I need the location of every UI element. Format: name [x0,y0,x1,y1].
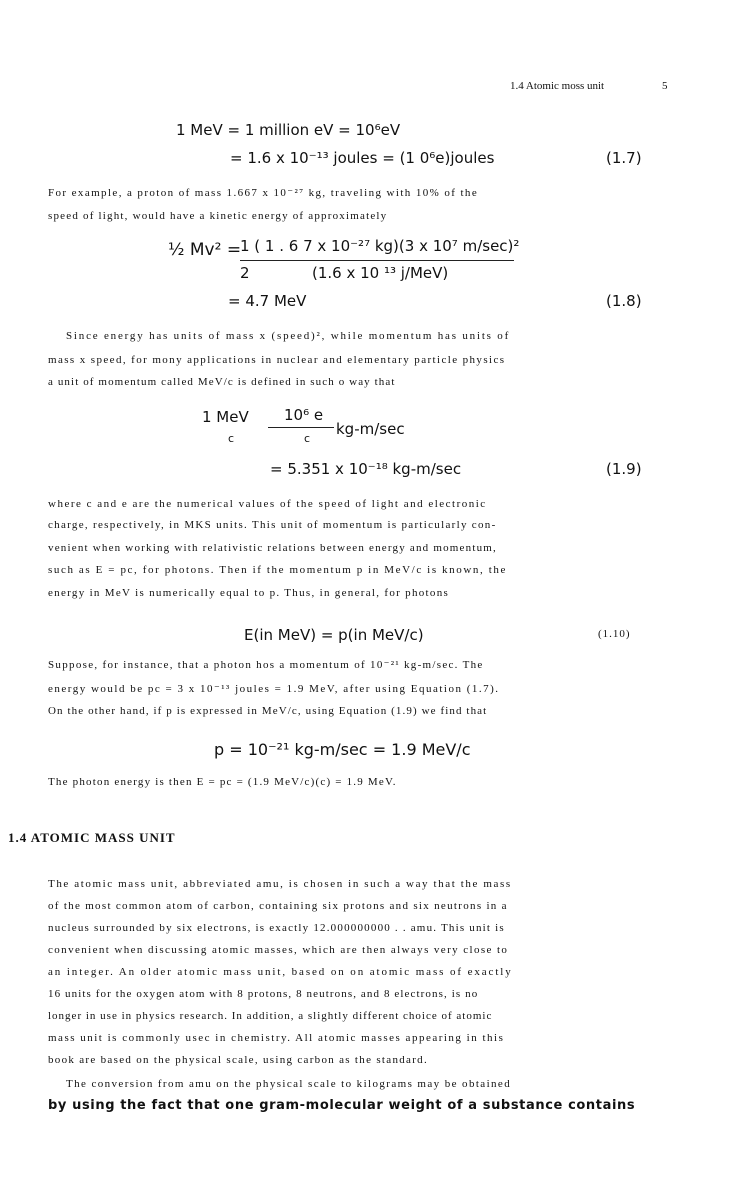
paragraph-4-line-1: Suppose, for instance, that a photon hos a momentum of 10⁻²¹ kg-m/sec. The [48,659,484,671]
equation-1-8-denominator: (1.6 x 10 ¹³ j/MeV) [312,264,449,282]
paragraph-3-line-1: where c and e are the numerical values of the speed of light and electronic [48,498,487,510]
paragraph-6-line-5: an integer. An older atomic mass unit, based on on atomic mass of exactly [48,966,513,978]
paragraph-2-line-2: mass x speed, for mony applications in nuclear and elementary particle physics [48,354,506,366]
paragraph-6-line-9: book are based on the physical scale, using carbon as the standard. [48,1054,429,1066]
equation-1-9-denominator-right: c [304,432,311,445]
paragraph-3-line-3: venient when working with relativistic relations between energy and momentum, [48,542,497,554]
paragraph-6-line-4: convenient when discussing atomic masses, which are then always very close to [48,944,509,956]
equation-1-9-numerator-left: 1 MeV [202,408,249,426]
equation-number-1-7: (1.7) [606,149,642,167]
equation-1-8-half-denominator: 2 [240,264,250,282]
paragraph-6-line-3: nucleus surrounded by six electrons, is exactly 12.000000000 . . amu. This unit is [48,922,505,934]
equation-1-9-units: kg-m/sec [336,420,405,438]
equation-1-8-result: = 4.7 MeV [228,292,307,310]
equation-1-8-numerator: 1 ( 1 . 6 7 x 10⁻²⁷ kg)(3 x 10⁷ m/sec)² [240,237,520,255]
paragraph-6-line-1: The atomic mass unit, abbreviated amu, is chosen in such a way that the mass [48,878,512,890]
equation-1-8-lhs: ½ Mv² = [168,240,242,260]
paragraph-7-line-1: The conversion from amu on the physical scale to kilograms may be obtained [66,1078,512,1090]
paragraph-2-line-1: Since energy has units of mass x (speed)², while momentum has units of [66,330,511,342]
equation-1-7-line-2: = 1.6 x 10⁻¹³ joules = (1 0⁶e)joules [230,149,495,167]
paragraph-5-line-1: The photon energy is then E = pc = (1.9 MeV/c)(c) = 1.9 MeV. [48,776,397,788]
equation-number-1-10: (1.10) [598,628,631,640]
paragraph-6-line-8: mass unit is commonly usec in chemistry. All atomic masses appearing in this [48,1032,505,1044]
paragraph-7-line-2: by using the fact that one gram-molecular weight of a substance contains [48,1098,636,1113]
section-heading: 1.4 ATOMIC MASS UNIT [8,830,176,845]
equation-number-1-8: (1.8) [606,292,642,310]
paragraph-1-line-2: speed of light, would have a kinetic energy of approximately [48,210,388,222]
paragraph-6-line-2: of the most common atom of carbon, containing six protons and six neutrons in a [48,900,508,912]
paragraph-1-line-1: For example, a proton of mass 1.667 x 10⁻²⁷ kg, traveling with 10% of the [48,187,479,199]
equation-1-9-fraction-bar [268,427,334,428]
equation-photon-momentum: p = 10⁻²¹ kg-m/sec = 1.9 MeV/c [214,740,471,759]
equation-number-1-9: (1.9) [606,460,642,478]
page-number: 5 [662,80,668,92]
equation-1-9-result: = 5.351 x 10⁻¹⁸ kg-m/sec [270,460,462,478]
equation-1-9-numerator-right: 10⁶ e [284,406,324,424]
paragraph-2-line-3: a unit of momentum called MeV/c is defined in such o way that [48,376,396,388]
paragraph-3-line-4: such as E = pc, for photons. Then if the momentum p in MeV/c is known, the [48,564,507,576]
equation-1-8-fraction-bar [240,260,514,261]
paragraph-6-line-7: longer in use in physics research. In addition, a slightly different choice of atomic [48,1010,493,1022]
equation-1-9-denominator-left: c [228,432,235,445]
paragraph-3-line-2: charge, respectively, in MKS units. This unit of momentum is particularly con- [48,519,497,531]
equation-1-10: E(in MeV) = p(in MeV/c) [244,626,424,644]
paragraph-3-line-5: energy in MeV is numerically equal to p. Thus, in general, for photons [48,587,450,599]
paragraph-6-line-6: 16 units for the oxygen atom with 8 protons, 8 neutrons, and 8 electrons, is no [48,988,479,1000]
equation-1-7-line-1: 1 MeV = 1 million eV = 10⁶eV [176,121,401,139]
paragraph-4-line-2: energy would be pc = 3 x 10⁻¹³ joules = 1.9 MeV, after using Equation (1.7). [48,683,500,695]
paragraph-4-line-3: On the other hand, if p is expressed in MeV/c, using Equation (1.9) we find that [48,705,488,717]
running-header-title: 1.4 Atomic moss unit [510,80,605,92]
